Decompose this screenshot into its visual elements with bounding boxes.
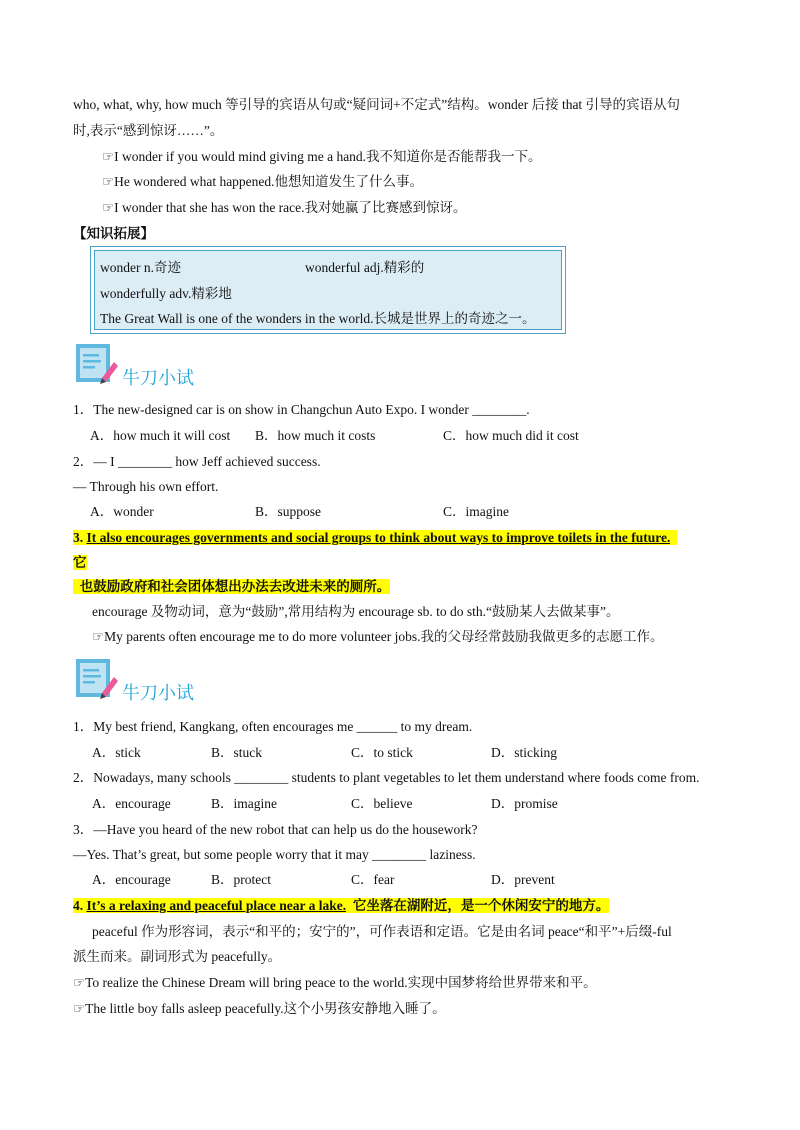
quiz2-q2: 2．Nowadays, many schools ________ students to plant vegetables to let them understand where foods come from. [73, 770, 700, 785]
option[interactable]: A．wonder [90, 504, 154, 519]
option[interactable]: B．protect [211, 872, 271, 887]
point3-example: ☞My parents often encourage me to do more volunteer jobs.我的父母经常鼓励我做更多的志愿工作。 [92, 629, 664, 644]
point4-explain-2: 派生而来。副词形式为 peacefully。 [73, 949, 282, 964]
example-2: ☞He wondered what happened.他想知道发生了什么事。 [102, 174, 424, 189]
point4-example-2: ☞The little boy falls asleep peacefully.这个小男孩安静地入睡了。 [73, 1001, 446, 1016]
option[interactable]: D．prevent [491, 872, 555, 887]
option[interactable]: B．how much it costs [255, 428, 376, 443]
option[interactable]: B．suppose [255, 504, 322, 519]
option[interactable]: A．encourage [92, 796, 171, 811]
point3-explain: encourage 及物动词，意为“鼓励”,常用结构为 encourage sb. to do sth.“鼓励某人去做某事”。 [92, 604, 620, 619]
point3-en: It also encourages governments and social groups to think about ways to improve toilets in the future. [86, 530, 671, 545]
section-title-1: 牛刀小试 [122, 368, 194, 389]
knowledge-heading: 【知识拓展】 [73, 226, 154, 242]
intro-line-1: who, what, why, how much 等引导的宾语从句或“疑问词+不定式”结构。wonder 后接 that 引导的宾语从句 [73, 97, 681, 112]
option[interactable]: B．stuck [211, 745, 263, 760]
section-title-2: 牛刀小试 [122, 683, 194, 704]
intro-line-2: 时,表示“感到惊讶……”。 [73, 123, 224, 138]
quiz2-q3: 3．—Have you heard of the new robot that can help us do the housework? [73, 822, 478, 837]
point4-explain-1: peaceful 作为形容词，表示“和平的；安宁的”，可作表语和定语。它是由名词 peace“和平”+后缀-ful [92, 924, 672, 939]
notepad-pencil-icon [74, 340, 118, 386]
option[interactable]: A．stick [92, 745, 141, 760]
option[interactable]: D．sticking [491, 745, 557, 760]
knowledge-c4: The Great Wall is one of the wonders in the world.长城是世界上的奇迹之一。 [100, 311, 536, 326]
knowledge-c1: wonder n.奇迹 [100, 260, 181, 275]
knowledge-c3: wonderfully adv.精彩地 [100, 286, 232, 301]
example-1: ☞I wonder if you would mind giving me a hand.我不知道你是否能帮我一下。 [102, 149, 542, 164]
quiz1-q2-reply: — Through his own effort. [73, 479, 219, 494]
option[interactable]: D．promise [491, 796, 558, 811]
point4-en: It’s a relaxing and peaceful place near a lake. [86, 898, 347, 913]
point3-zh-head: 它 [73, 555, 87, 570]
point3-num: 3. [73, 530, 84, 545]
point4-num: 4. [73, 898, 84, 913]
section-header-2 [74, 655, 204, 704]
option[interactable]: C．believe [351, 796, 413, 811]
point3-zh: 也鼓励政府和社会团体想出办法去改进未来的厕所。 [73, 578, 390, 596]
option[interactable]: C．how much did it cost [443, 428, 579, 443]
quiz1-q2: 2．— I ________ how Jeff achieved success. [73, 454, 321, 469]
notepad-pencil-icon [74, 655, 118, 701]
option[interactable]: B．imagine [211, 796, 277, 811]
section-header-1 [74, 340, 204, 389]
option[interactable]: A．how much it will cost [90, 428, 231, 443]
point4-example-1: ☞To realize the Chinese Dream will bring peace to the world.实现中国梦将给世界带来和平。 [73, 975, 597, 990]
option[interactable]: A．encourage [92, 872, 171, 887]
point4-sentence [73, 897, 609, 915]
knowledge-c2: wonderful adj.精彩的 [305, 260, 425, 275]
quiz2-q1: 1．My best friend, Kangkang, often encourages me ______ to my dream. [73, 719, 473, 734]
option[interactable]: C．imagine [443, 504, 509, 519]
knowledge-box [90, 246, 566, 334]
quiz1-q1: 1．The new-designed car is on show in Changchun Auto Expo. I wonder ________. [73, 402, 530, 417]
quiz2-q3-reply: —Yes. That’s great, but some people worry that it may ________ laziness. [73, 847, 476, 862]
point3-sentence [73, 529, 677, 547]
example-3: ☞I wonder that she has won the race.我对她赢了比赛感到惊讶。 [102, 200, 467, 215]
option[interactable]: C．to stick [351, 745, 413, 760]
option[interactable]: C．fear [351, 872, 395, 887]
point4-zh: 它坐落在湖附近，是一个休闲安宁的地方。 [352, 898, 610, 913]
